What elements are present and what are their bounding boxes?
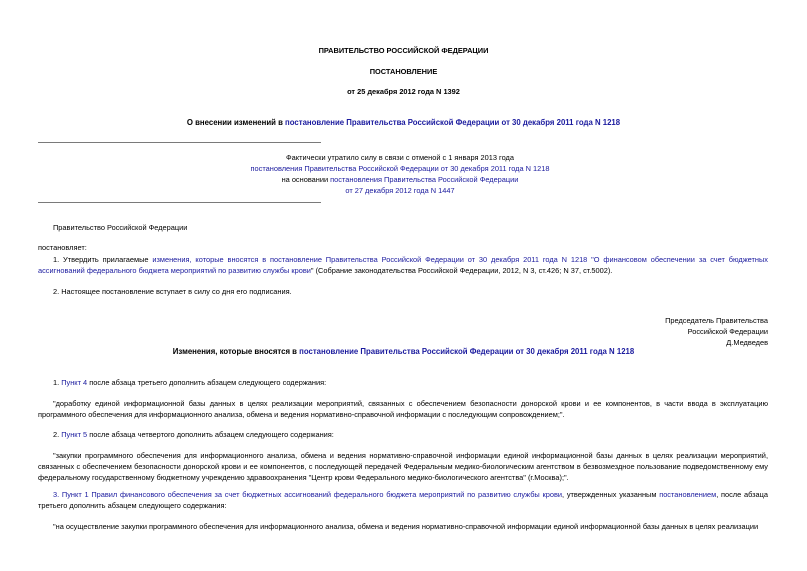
- status-line-3-link[interactable]: постановления Правительства Российской Федерации: [330, 175, 519, 184]
- change-2-text: после абзаца четвертого дополнить абзацем следующего содержания:: [87, 430, 334, 439]
- change-1-num: 1.: [53, 378, 62, 387]
- change-3-text: , после абзаца третьего дополнить абзацем следующего содержания:: [38, 490, 768, 510]
- quote-1: "доработку единой информационной базы данных в целях реализации мероприятий, связанных с обеспечением безопасности донорской крови и ее компонентов, в части ввода в эксплуатацию программного обеспечения для информационного анализа, обмена и ведения нормативно-справочной информации с последующим сопровождением;".: [38, 399, 768, 419]
- status-line-2-link[interactable]: постановления Правительства Российской Федерации от 30 декабря 2011 года N 1218: [250, 164, 550, 173]
- change-1-text: после абзаца третьего дополнить абзацем следующего содержания:: [87, 378, 327, 387]
- status-line-1: Фактически утратило силу в связи с отменой с 1 января 2013 года: [286, 153, 514, 162]
- decree-text: постановляет:: [38, 243, 87, 252]
- status-line-4-link[interactable]: от 27 декабря 2012 года N 1447: [345, 186, 455, 195]
- signature-block: [665, 315, 768, 348]
- item-1-mid[interactable]: , которые вносятся в постановление Правительства Российской Федерации от 30 декабря 2011 года N 1218 ": [189, 255, 594, 264]
- change-item-3: [38, 489, 768, 511]
- change-3-rules-link[interactable]: 3. Пункт 1 Правил финансового обеспечения за счет бюджетных ассигнований федерального бюджета мероприятий по развитию службы крови: [53, 490, 563, 499]
- divider-bottom: [38, 202, 321, 203]
- quote-3: "на осуществление закупки программного обеспечения для информационного анализа, обмена и ведения нормативно-справочной информации единой информационной базы данных в целях реализации: [53, 522, 759, 531]
- signature-line-3: Д.Медведев: [726, 338, 768, 347]
- date-number-heading: от 25 декабря 2012 года N 1392: [347, 87, 460, 96]
- title-link[interactable]: постановление Правительства Российской Федерации от 30 декабря 2011 года N 1218: [285, 118, 621, 127]
- signature-line-2: Российской Федерации: [687, 327, 768, 336]
- government-text: Правительство Российской Федерации: [53, 223, 188, 232]
- change-item-2: [38, 429, 768, 440]
- change-3-mid: , утвержденных указанным: [562, 490, 660, 499]
- item-1-decree-link[interactable]: О финансовом обеспечении за счет бюджетных ассигнований федерального бюджета мероприятий по развитию службы крови: [38, 255, 768, 275]
- change-3-decree-link[interactable]: постановлением: [659, 490, 717, 499]
- change-2-num: 2.: [53, 430, 62, 439]
- change-2-link[interactable]: Пункт 5: [61, 430, 88, 439]
- quote-2: "закупки программного обеспечения для информационного анализа, обмена и ведения нормативно-справочной информации единой информационной базы данных в целях реализации мероприятий, связанных с обеспечением безопасности донорской крови и ее компонентов, с последующей передачей Федеральным медико-биологическим агентством в безвозмездное пользование подведомственному ему федеральному государственному бюджетному учреждению здравоохранения "Центр крови Федерального медико-биологического агентства" (г.Москва);".: [38, 451, 768, 482]
- change-1-link[interactable]: Пункт 4: [61, 378, 88, 387]
- item-1-prefix: 1. Утвердить прилагаемые: [53, 255, 153, 264]
- change-item-1: [38, 377, 768, 388]
- changes-title: [0, 347, 807, 356]
- signature-line-1: Председатель Правительства: [665, 316, 768, 325]
- status-line-3-prefix: на основании: [281, 175, 331, 184]
- item-1-changes-link[interactable]: изменения: [152, 255, 190, 264]
- changes-title-prefix: Изменения, которые вносятся в: [172, 347, 300, 356]
- doc-type-heading: ПОСТАНОВЛЕНИЕ: [369, 67, 438, 76]
- item-1-suffix: " (Собрание законодательства Российской Федерации, 2012, N 3, ст.426; N 37, ст.5002).: [310, 266, 613, 275]
- divider-top: [38, 142, 321, 143]
- title-prefix: О внесении изменений в: [186, 118, 286, 127]
- document-title: [0, 118, 807, 127]
- item-2: 2. Настоящее постановление вступает в силу со дня его подписания.: [53, 287, 292, 296]
- item-1: [38, 254, 768, 276]
- changes-title-link[interactable]: постановление Правительства Российской Федерации от 30 декабря 2011 года N 1218: [299, 347, 635, 356]
- status-line-3: [140, 174, 660, 185]
- government-heading: ПРАВИТЕЛЬСТВО РОССИЙСКОЙ ФЕДЕРАЦИИ: [318, 46, 489, 55]
- status-note: [140, 152, 660, 196]
